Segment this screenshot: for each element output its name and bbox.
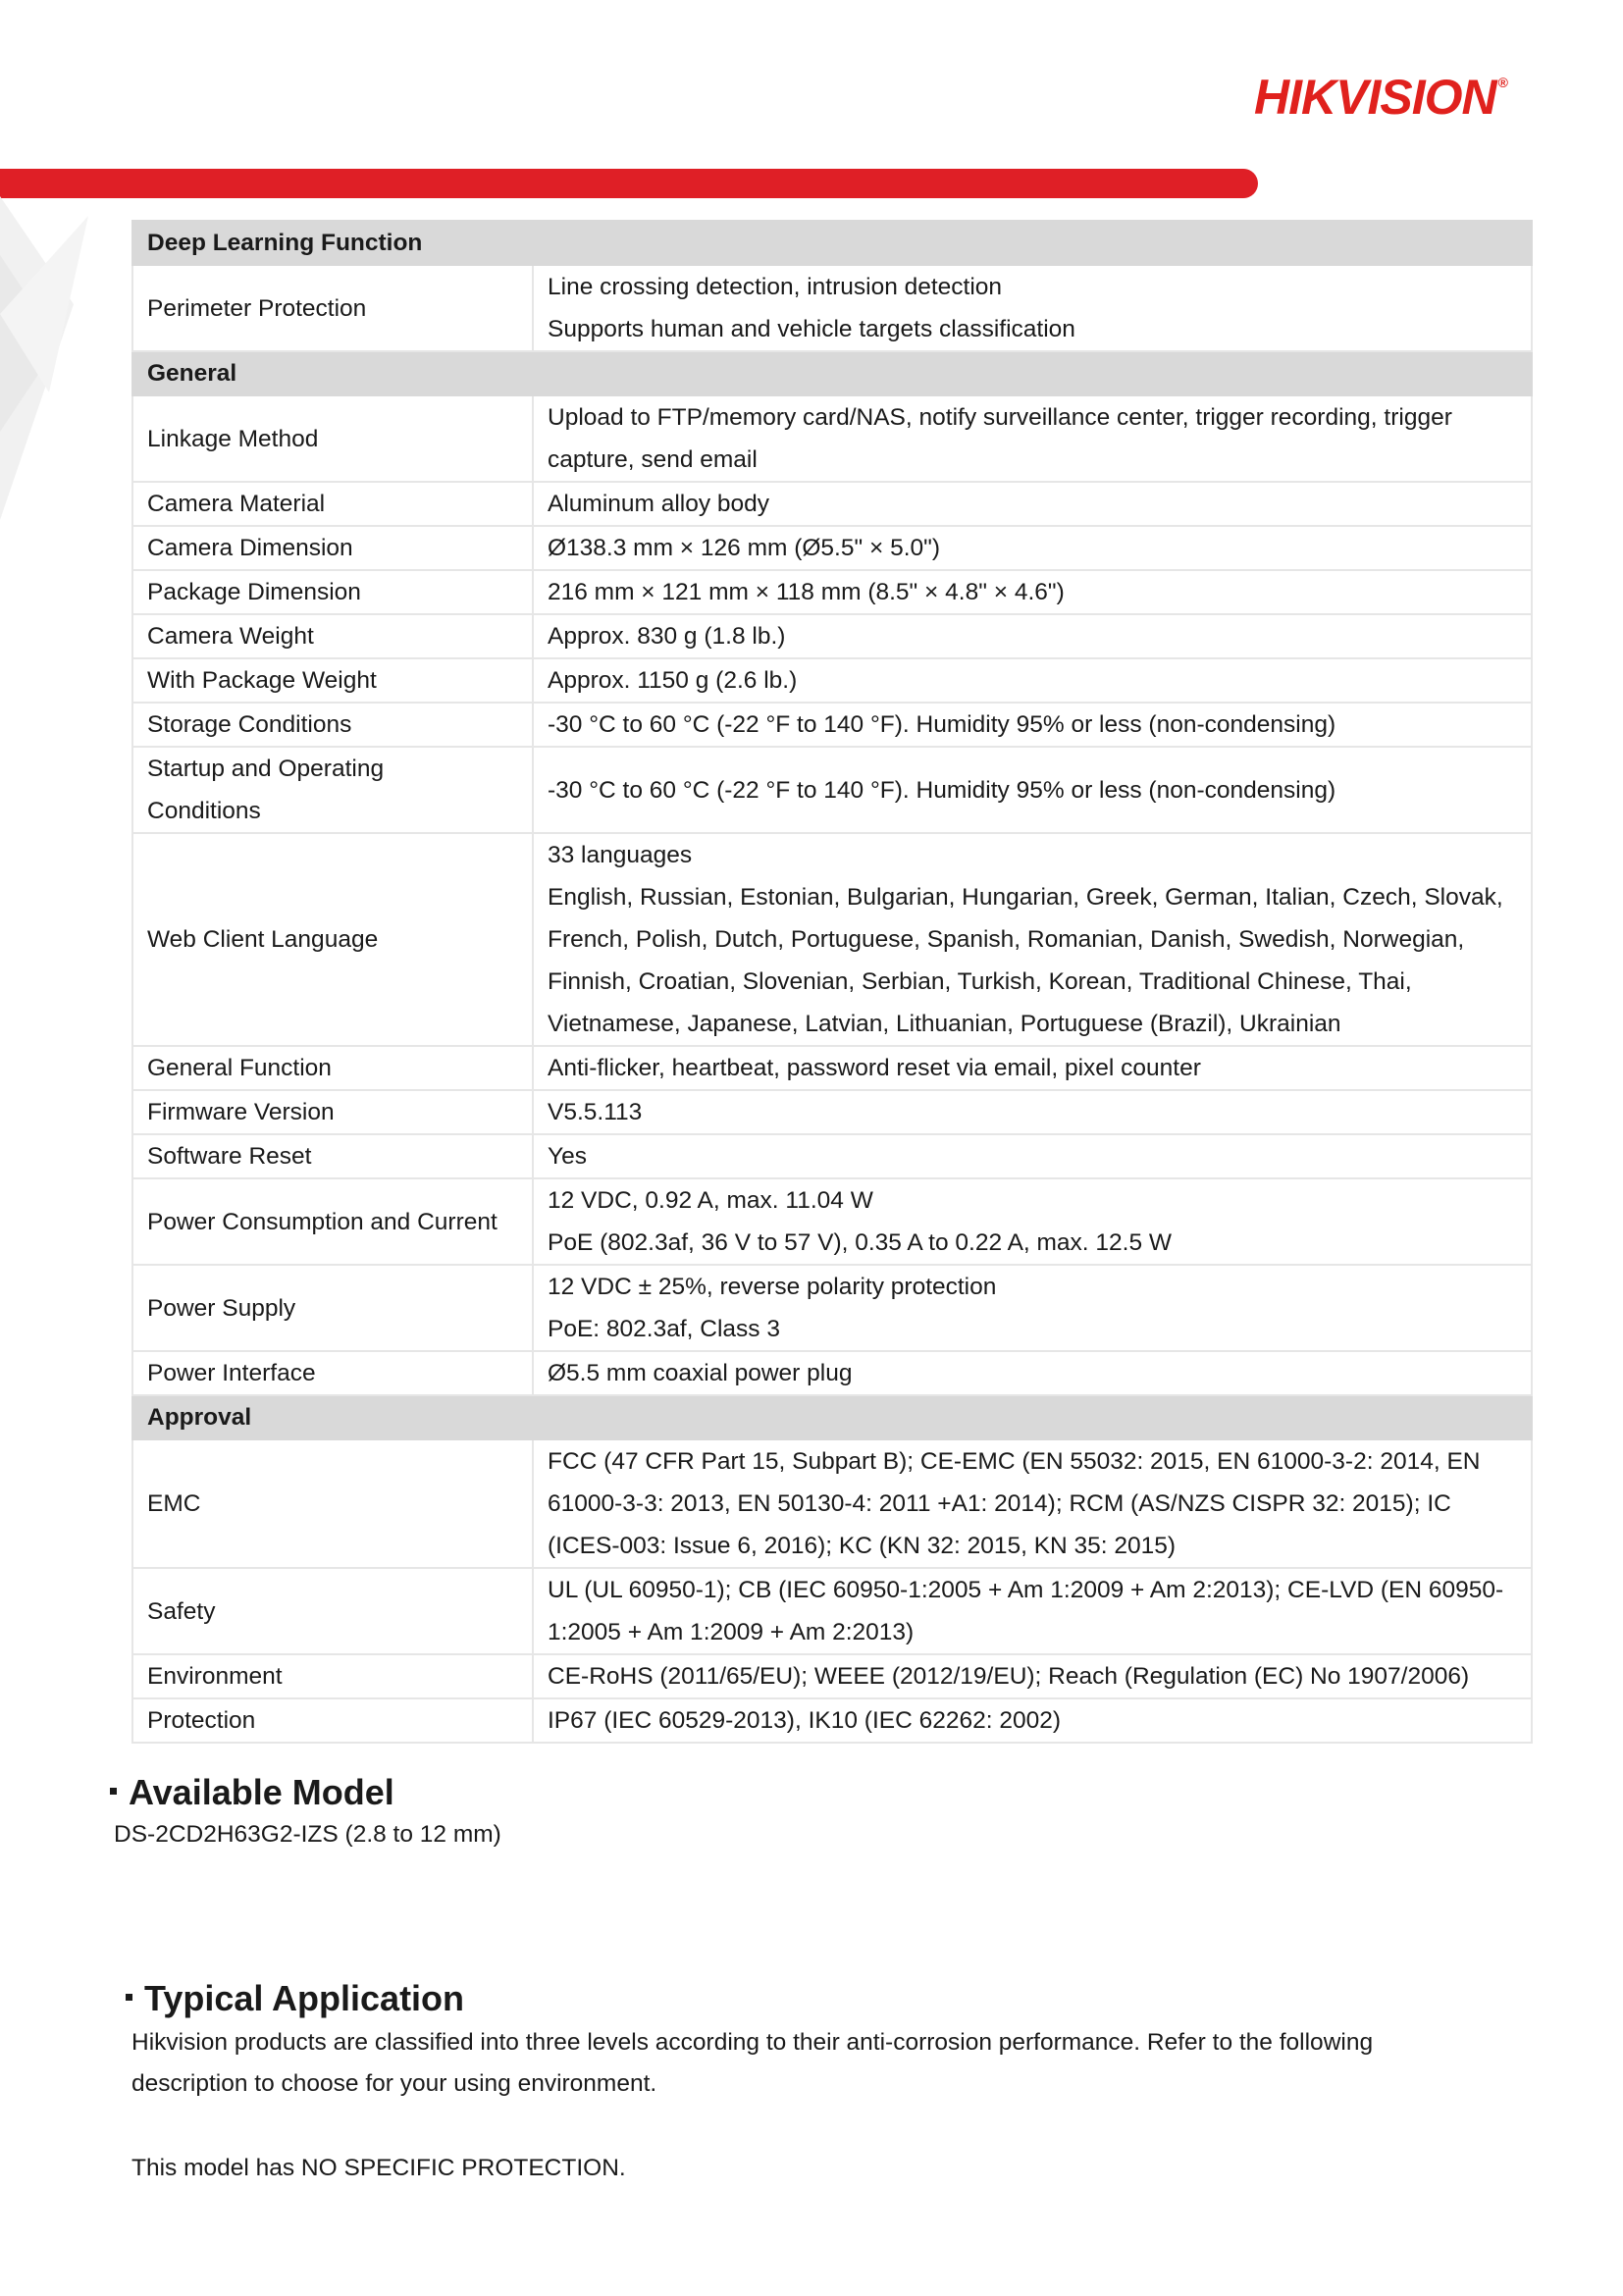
spec-value <box>533 1568 1532 1654</box>
spec-row <box>132 265 1532 351</box>
spec-row <box>132 658 1532 703</box>
spec-value <box>533 1046 1532 1090</box>
spec-value <box>533 1265 1532 1351</box>
spec-row <box>132 1351 1532 1395</box>
spec-value-line: Aluminum alloy body <box>548 491 770 517</box>
spec-value <box>533 1090 1532 1134</box>
spec-value <box>533 1654 1532 1698</box>
spec-value <box>533 570 1532 614</box>
spec-value-line: Vietnamese, Japanese, Latvian, Lithuanian, Portuguese (Brazil), Ukrainian <box>548 1011 1341 1037</box>
spec-value-line: PoE (802.3af, 36 V to 57 V), 0.35 A to 0.22 A, max. 12.5 W <box>548 1229 1173 1256</box>
spec-value <box>533 482 1532 526</box>
spec-value-line: 61000-3-3: 2013, EN 50130-4: 2011 +A1: 2014); RCM (AS/NZS CISPR 32: 2015); IC <box>548 1490 1451 1517</box>
spec-value <box>533 1439 1532 1568</box>
spec-row <box>132 482 1532 526</box>
spec-value-line: 12 VDC ± 25%, reverse polarity protection <box>548 1274 997 1300</box>
spec-value-line: 12 VDC, 0.92 A, max. 11.04 W <box>548 1187 873 1214</box>
spec-label: Storage Conditions <box>132 703 533 747</box>
spec-row <box>132 570 1532 614</box>
spec-row <box>132 614 1532 658</box>
spec-value-line: 33 languages <box>548 842 693 868</box>
section-title: Deep Learning Function <box>132 221 533 265</box>
spec-value-line: 216 mm × 121 mm × 118 mm (8.5" × 4.8" × 4.6") <box>548 579 1065 605</box>
spec-row <box>132 395 1532 482</box>
spec-value <box>533 1698 1532 1743</box>
spec-value-line: English, Russian, Estonian, Bulgarian, Hungarian, Greek, German, Italian, Czech, Slovak, <box>548 884 1503 911</box>
bullet-square-icon <box>110 1788 117 1795</box>
spec-value <box>533 703 1532 747</box>
specification-table <box>131 220 1533 1744</box>
spec-label: Linkage Method <box>132 395 533 482</box>
typical-application-heading: Typical Application <box>126 1978 464 2019</box>
spec-row <box>132 1134 1532 1178</box>
spec-label: Environment <box>132 1654 533 1698</box>
typical-application-paragraph-line: Hikvision products are classified into three levels according to their anti-corrosion performance. Refer to the following <box>131 2029 1374 2056</box>
spec-label: Power Supply <box>132 1265 533 1351</box>
spec-label: Camera Material <box>132 482 533 526</box>
spec-value-line: PoE: 802.3af, Class 3 <box>548 1316 780 1342</box>
spec-value <box>533 833 1532 1046</box>
spec-value-line: Approx. 830 g (1.8 lb.) <box>548 623 786 650</box>
spec-value-line: French, Polish, Dutch, Portuguese, Spanish, Romanian, Danish, Swedish, Norwegian, <box>548 926 1465 953</box>
spec-row <box>132 1178 1532 1265</box>
section-blank-cell <box>533 1395 1532 1439</box>
spec-row <box>132 1090 1532 1134</box>
spec-value-line: FCC (47 CFR Part 15, Subpart B); CE-EMC (EN 55032: 2015, EN 61000-3-2: 2014, EN <box>548 1448 1481 1475</box>
spec-row <box>132 1046 1532 1090</box>
available-model-heading: Available Model <box>110 1772 394 1813</box>
spec-label: With Package Weight <box>132 658 533 703</box>
spec-row <box>132 1439 1532 1568</box>
spec-value-line: UL (UL 60950-1); CB (IEC 60950-1:2005 + Am 1:2009 + Am 2:2013); CE-LVD (EN 60950- <box>548 1577 1504 1603</box>
section-title: General <box>132 351 533 395</box>
spec-value <box>533 395 1532 482</box>
spec-label: Safety <box>132 1568 533 1654</box>
spec-value-line: CE-RoHS (2011/65/EU); WEEE (2012/19/EU); Reach (Regulation (EC) No 1907/2006) <box>548 1663 1470 1690</box>
spec-value <box>533 658 1532 703</box>
spec-value-line: (ICES-003: Issue 6, 2016); KC (KN 32: 2015, KN 35: 2015) <box>548 1533 1177 1559</box>
spec-label: Power Consumption and Current <box>132 1178 533 1265</box>
protection-note: This model has NO SPECIFIC PROTECTION. <box>131 2155 626 2181</box>
spec-label: Perimeter Protection <box>132 265 533 351</box>
spec-row <box>132 703 1532 747</box>
section-blank-cell <box>533 221 1532 265</box>
spec-label: Camera Dimension <box>132 526 533 570</box>
section-blank-cell <box>533 351 1532 395</box>
spec-value <box>533 265 1532 351</box>
spec-value-line: -30 °C to 60 °C (-22 °F to 140 °F). Humidity 95% or less (non-condensing) <box>548 776 1336 804</box>
spec-label: Web Client Language <box>132 833 533 1046</box>
spec-row <box>132 833 1532 1046</box>
spec-label: Software Reset <box>132 1134 533 1178</box>
spec-row <box>132 1654 1532 1698</box>
decorative-triangle-graphic <box>0 196 118 530</box>
spec-value-line: Ø5.5 mm coaxial power plug <box>548 1360 853 1386</box>
spec-row <box>132 526 1532 570</box>
spec-value-line: Approx. 1150 g (2.6 lb.) <box>548 667 798 694</box>
spec-label: Camera Weight <box>132 614 533 658</box>
spec-value-line: Upload to FTP/memory card/NAS, notify surveillance center, trigger recording, trigger <box>548 404 1452 431</box>
spec-label: Package Dimension <box>132 570 533 614</box>
spec-value-line: IP67 (IEC 60529-2013), IK10 (IEC 62262: 2002) <box>548 1707 1061 1734</box>
section-header-row <box>132 1395 1532 1439</box>
section-header-row <box>132 351 1532 395</box>
spec-label <box>132 747 533 833</box>
section-title: Approval <box>132 1395 533 1439</box>
spec-value-line: Line crossing detection, intrusion detection <box>548 274 1003 300</box>
spec-value <box>533 1134 1532 1178</box>
spec-value <box>533 747 1532 833</box>
spec-row <box>132 1568 1532 1654</box>
spec-label: Protection <box>132 1698 533 1743</box>
spec-value-line: 1:2005 + Am 1:2009 + Am 2:2013) <box>548 1619 915 1645</box>
spec-label: EMC <box>132 1439 533 1568</box>
spec-value <box>533 614 1532 658</box>
spec-value-line: -30 °C to 60 °C (-22 °F to 140 °F). Humidity 95% or less (non-condensing) <box>548 711 1336 738</box>
spec-row <box>132 747 1532 833</box>
spec-value-line: V5.5.113 <box>548 1099 643 1125</box>
spec-row <box>132 1265 1532 1351</box>
typical-application-paragraph-line: description to choose for your using environment. <box>131 2070 657 2097</box>
spec-value-line: capture, send email <box>548 446 758 473</box>
spec-value <box>533 1351 1532 1395</box>
bullet-square-icon <box>126 1994 132 2001</box>
header-red-bar <box>0 169 1258 198</box>
spec-row <box>132 1698 1532 1743</box>
section-header-row <box>132 221 1532 265</box>
spec-label: Firmware Version <box>132 1090 533 1134</box>
spec-value-line: Anti-flicker, heartbeat, password reset via email, pixel counter <box>548 1055 1201 1081</box>
spec-value <box>533 526 1532 570</box>
spec-value <box>533 1178 1532 1265</box>
available-model-value: DS-2CD2H63G2-IZS (2.8 to 12 mm) <box>114 1821 501 1848</box>
spec-label: Power Interface <box>132 1351 533 1395</box>
spec-value-line: Supports human and vehicle targets classification <box>548 316 1075 342</box>
spec-value-line: Ø138.3 mm × 126 mm (Ø5.5" × 5.0") <box>548 535 941 561</box>
spec-label-line: Conditions <box>147 798 261 824</box>
spec-label: General Function <box>132 1046 533 1090</box>
hikvision-logo: HIKVISION ® <box>1254 70 1507 125</box>
spec-value-line: Yes <box>548 1143 587 1170</box>
spec-label-line: Startup and Operating <box>147 756 385 782</box>
spec-value-line: Finnish, Croatian, Slovenian, Serbian, Turkish, Korean, Traditional Chinese, Thai, <box>548 968 1412 995</box>
